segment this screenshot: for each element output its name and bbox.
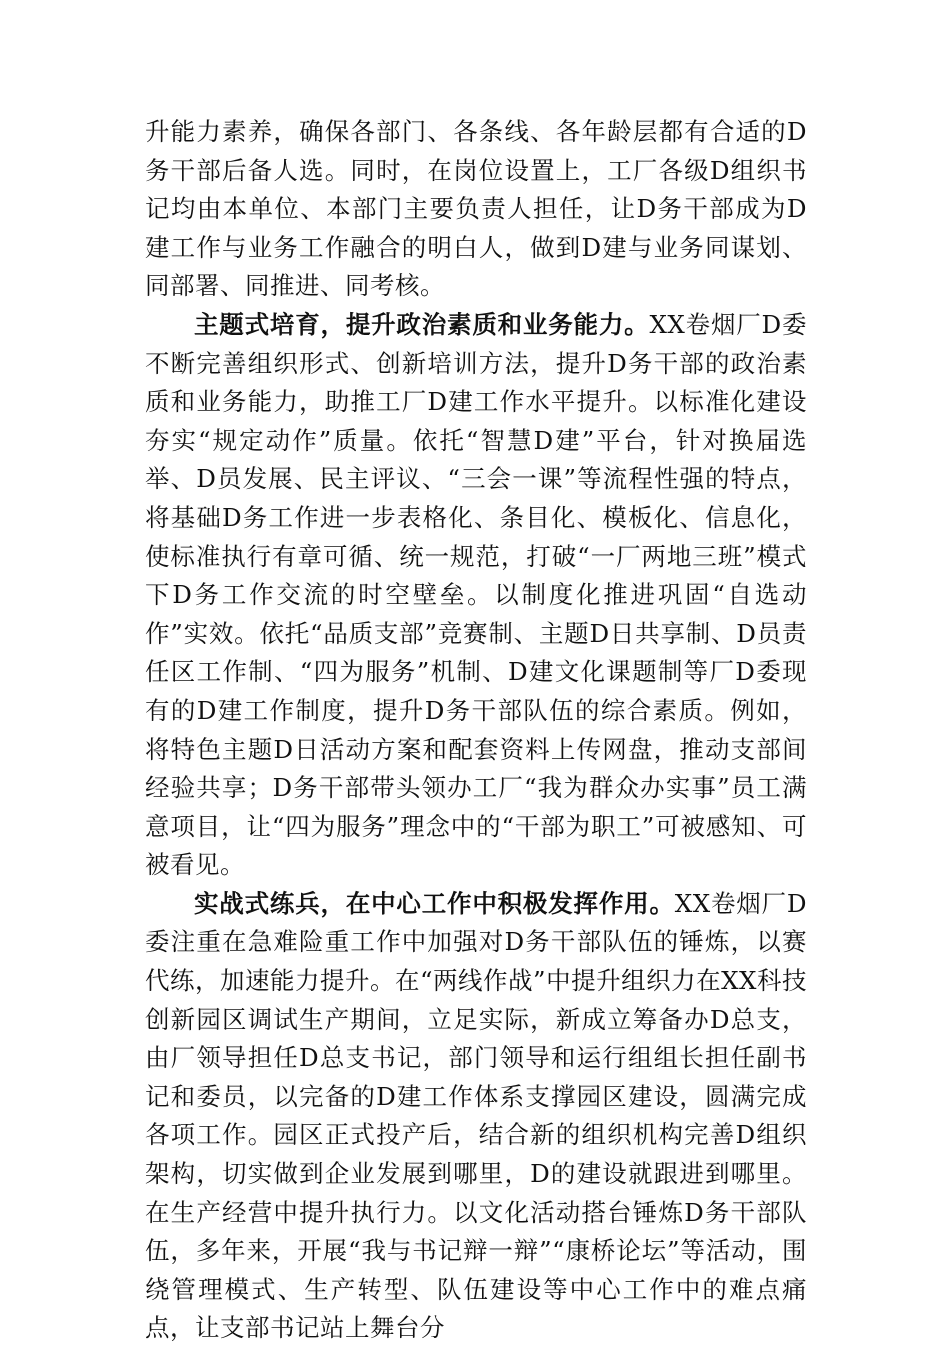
paragraph-3 [145, 885, 807, 1348]
paragraph-3-lead: 实战式练兵，在中心工作中积极发挥作用。 [194, 888, 675, 918]
paragraph-1-text: 升能力素养，确保各部门、各条线、各年龄层都有合适的D务干部后备人选。同时，在岗位设置上，工厂各级D组织书记均由本单位、本部门主要负责人担任，让D务干部成为D建工作与业务工作融合的明白人，做到D建与业务同谋划、同部署、同推进、同考核。 [145, 117, 807, 301]
paragraph-2-text: XX卷烟厂D委不断完善组织形式、创新培训方法，提升D务干部的政治素质和业务能力，助推工厂D建工作水平提升。以标准化建设夯实“规定动作”质量。依托“智慧D建”平台，针对换届选举、D员发展、民主评议、“三会一课”等流程性强的特点，将基础D务工作进一步表格化、条目化、模板化、信息化，使标准执行有章可循、统一规范，打破“一厂两地三班”模式下D务工作交流的时空壁垒。以制度化推进巩固“自选动作”实效。依托“品质支部”竞赛制、主题D日共享制、D员责任区工作制、“四为服务”机制、D建文化课题制等厂D委现有的D建工作制度，提升D务干部队伍的综合素质。例如，将特色主题D日活动方案和配套资料上传网盘，推动支部间经验共享；D务干部带头领办工厂“我为群众办实事”员工满意项目，让“四为服务”理念中的“干部为职工”可被感知、可被看见。 [145, 309, 807, 880]
paragraph-3-text: XX卷烟厂D委注重在急难险重工作中加强对D务干部队伍的锤炼，以赛代练，加速能力提升。在“两线作战”中提升组织力在XX科技创新园区调试生产期间，立足实际，新成立筹备办D总支，由厂领导担任D总支书记，部门领导和运行组组长担任副书记和委员，以完备的D建工作体系支撑园区建设，圆满完成各项工作。园区正式投产后，结合新的组织机构完善D组织架构，切实做到企业发展到哪里，D的建设就跟进到哪里。在生产经营中提升执行力。以文化活动搭台锤炼D务干部队伍，多年来，开展“我与书记辩一辩”“康桥论坛”等活动，围绕管理模式、生产转型、队伍建设等中心工作中的难点痛点，让支部书记站上舞台分 [145, 888, 808, 1343]
document-page [145, 113, 807, 1348]
paragraph-1 [145, 113, 807, 306]
paragraph-2 [145, 306, 807, 885]
paragraph-2-lead: 主题式培育，提升政治素质和业务能力。 [194, 309, 650, 339]
